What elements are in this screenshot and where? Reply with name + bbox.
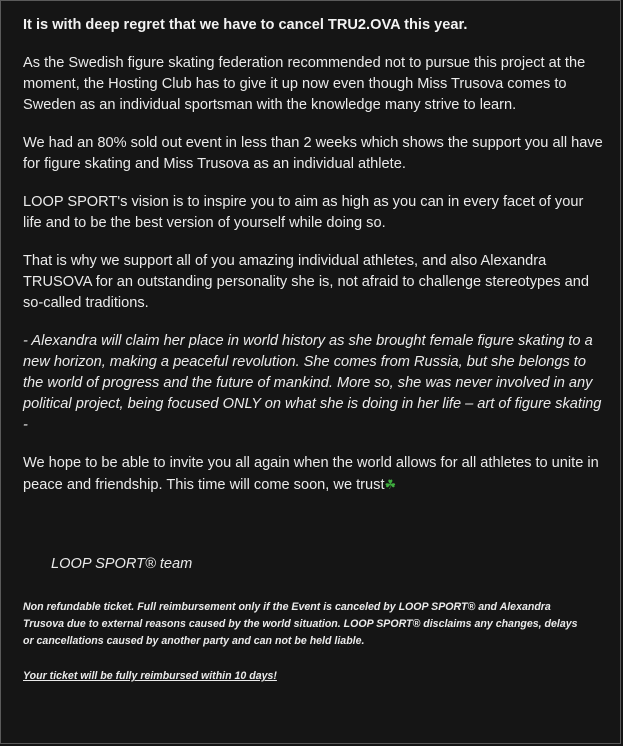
paragraph-hope [23, 453, 603, 496]
paragraph-vision: LOOP SPORT's vision is to inspire you to aim as high as you can in every facet of your life and to be the best version of yourself while doing so. [23, 194, 584, 231]
paragraph-hope-text: We hope to be able to invite you all again when the world allows for all athletes to unite in peace and friendship. This time will come soon, we trust [23, 455, 599, 493]
fine-print: Non refundable ticket. Full reimbursement only if the Event is canceled by LOOP SPORT® and Alexandra Trusova due to external reasons caused by the world situation. LOOP SPORT® disclaims any changes, delays or cancellations caused by another party and can not be held liable. [23, 601, 578, 647]
signature: LOOP SPORT® team [51, 556, 193, 572]
clover-icon: ☘ [384, 477, 397, 492]
paragraph-support: That is why we support all of you amazing individual athletes, and also Alexandra TRUSOVA for an outstanding personality she is, not afraid to challenge stereotypes and so-called traditions. [23, 253, 589, 311]
message-title: It is with deep regret that we have to cancel TRU2.OVA this year. [23, 17, 468, 33]
paragraph-quote: - Alexandra will claim her place in world history as she brought female figure skating to a new horizon, making a peaceful revolution. She comes from Russia, but she belongs to the world of progress and the future of mankind. More so, she was never involved in any political project, being focused ONLY on what she is doing in her life – art of figure skating - [23, 333, 602, 433]
paragraph-sold-out: We had an 80% sold out event in less than 2 weeks which shows the support you all have for figure skating and Miss Trusova as an individual athlete. [23, 135, 603, 172]
paragraph-federation: As the Swedish figure skating federation recommended not to pursue this project at the moment, the Hosting Club has to give it up now even though Miss Trusova comes to Sweden as an individual sportsman with the knowledge many strive to learn. [23, 55, 586, 113]
message-body [23, 15, 603, 685]
reimbursement-notice: Your ticket will be fully reimbursed within 10 days! [23, 670, 277, 682]
